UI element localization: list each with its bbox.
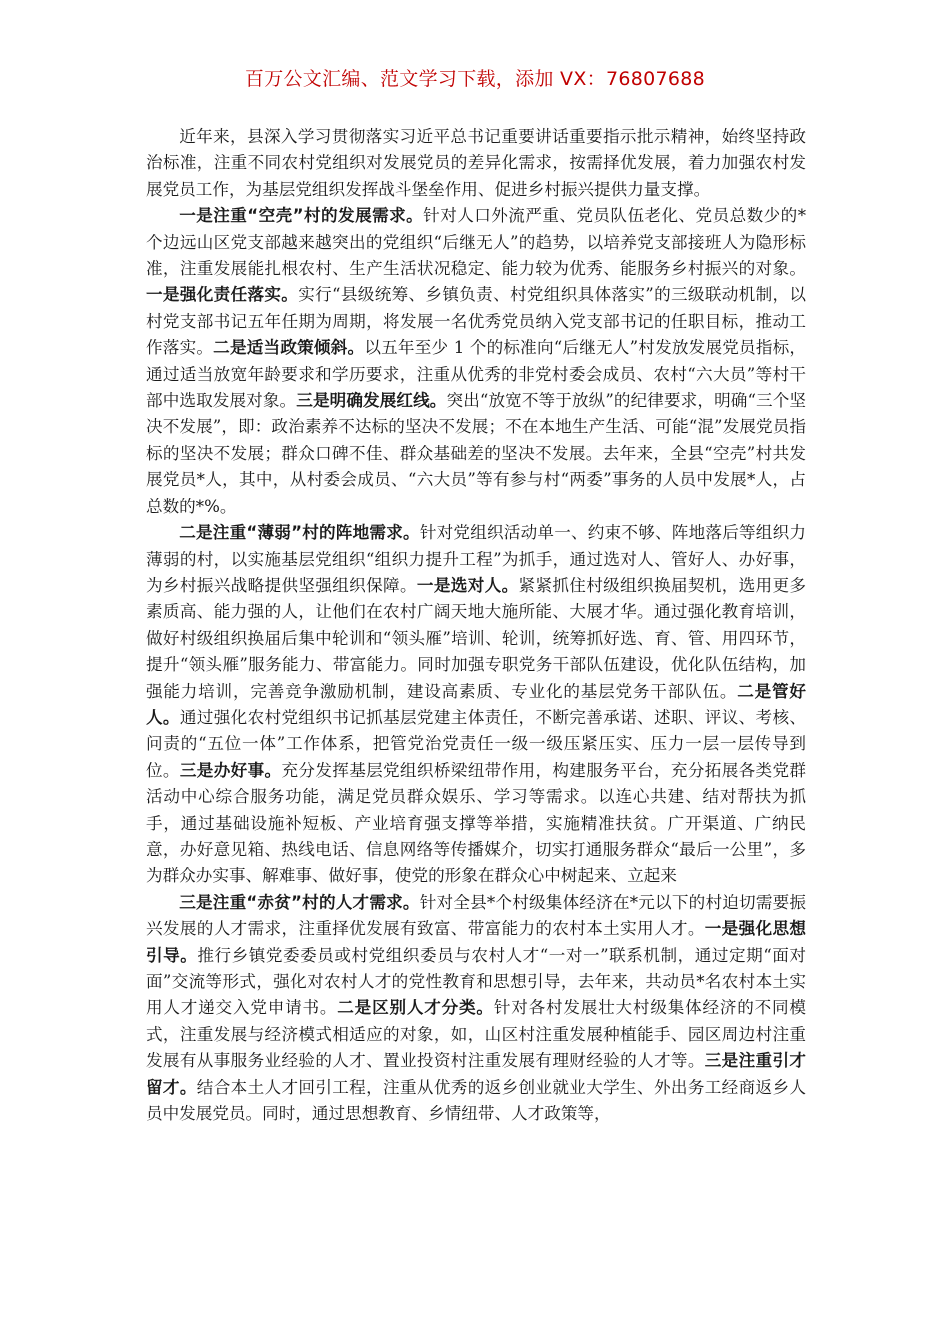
text-run: 针对党组织活动单一、约束不够、阵地落后等组织力薄弱的村，以实施基层党组织“组织力提升工程”为抓手，通过选对人、管好人、办好事，为乡村振兴战略提供坚强组织保障。	[146, 523, 807, 595]
text-run: 针对全县*个村级集体经济在*元以下的村迫切需要振兴发展的人才需求，注重择优发展有致富、带富能力的农村本土实用人才。	[146, 892, 807, 939]
text-run: 推行乡镇党委委员或村党组织委员与农村人才“一对一”联系机制，通过定期“面对面”交流等形式，强化对农村人才的党性教育和思想引导，去年来，共动员*名农村本土实用人才递交入党申请书。	[146, 945, 807, 1018]
bold-heading-run: 一是强化思想引导。	[146, 919, 807, 965]
paragraph	[146, 520, 806, 890]
paragraph	[146, 890, 806, 1128]
bold-heading-run: 三是明确发展红线。	[296, 391, 447, 411]
text-run: 充分发挥基层党组织桥梁纽带作用，构建服务平台，充分拓展各类党群活动中心综合服务功能，满足党员群众娱乐、学习等需求。以连心共建、结对帮扶为抓手，通过基础设施补短板、产业培育强支撑等举措，实施精准扶贫。广开渠道、广纳民意，办好意见箱、热线电话、信息网络等传播媒介，切实打通服务群众“最后一公里”，多为群众办实事、解难事、做好事，使党的形象在群众心中树起来、立起来	[146, 760, 807, 886]
bold-heading-run: 二是区别人才分类。	[337, 998, 494, 1018]
text-run: 近年来，县深入学习贯彻落实习近平总书记重要讲话重要指示批示精神，始终坚持政治标准，注重不同农村党组织对发展党员的差异化需求，按需择优发展，着力加强农村发展党员工作，为基层党组织发挥战斗堡垒作用、促进乡村振兴提供力量支撑。	[146, 127, 806, 199]
paragraph	[146, 203, 806, 520]
bold-heading-run: 二是适当政策倾斜。	[213, 338, 365, 358]
bold-heading-run: 一是注重“空壳”村的发展需求。	[179, 206, 424, 226]
watermark-header: 百万公文汇编、范文学习下载，添加 VX：76807688	[244, 68, 706, 90]
bold-heading-run: 三是注重引才留才。	[146, 1051, 807, 1097]
bold-heading-run: 二是注重“薄弱”村的阵地需求。	[179, 523, 420, 543]
text-run: 以五年至少 1 个的标准向“后继无人”村发放发展党员指标，通过适当放宽年龄要求和学历要求，注重从优秀的非党村委会成员、农村“六大员”等村干部中选取发展对象。	[146, 338, 807, 411]
text-run: 突出“放宽不等于放纵”的纪律要求，明确“三个坚决不发展”，即：政治素养不达标的坚决不发展；不在本地生产生活、可能“混”发展党员指标的坚决不发展；群众口碑不佳、群众基础差的坚决不发展。去年来，全县“空壳”村共发展党员*人，其中，从村委会成员、“六大员”等有参与村“两委”事务的人员中发展*人，占总数的*%。	[146, 391, 807, 516]
paragraph	[146, 124, 806, 203]
text-run: 针对各村发展壮大村级集体经济的不同模式，注重发展与经济模式相适应的对象，如，山区村注重发展种植能手、园区周边村注重发展有从事服务业经验的人才、置业投资村注重发展有理财经验的人才等。	[146, 998, 807, 1071]
text-run: 紧紧抓住村级组织换届契机，选用更多素质高、能力强的人，让他们在农村广阔天地大施所能、大展才华。通过强化教育培训，做好村级组织换届后集中轮训和“领头雁”培训、轮训，统筹抓好选、育、管、用四环节，提升“领头雁”服务能力、带富能力。同时加强专职党务干部队伍建设，优化队伍结构，加强能力培训，完善竞争激励机制，建设高素质、专业化的基层党务干部队伍。	[146, 575, 807, 701]
bold-heading-run: 一是选对人。	[416, 575, 519, 595]
bold-heading-run: 二是管好人。	[146, 681, 807, 727]
text-run: 实行“县级统筹、乡镇负责、村党组织具体落实”的三级联动机制，以村党支部书记五年任期为周期，将发展一名优秀党员纳入党支部书记的任职目标，推动工作落实。	[146, 285, 807, 358]
document-body	[146, 124, 806, 1127]
bold-heading-run: 一是强化责任落实。	[146, 285, 299, 305]
text-run: 结合本土人才回引工程，注重从优秀的返乡创业就业大学生、外出务工经商返乡人员中发展党员。同时，通过思想教育、乡情纽带、人才政策等，	[146, 1077, 806, 1124]
text-run: 针对人口外流严重、党员队伍老化、党员总数少的*个边远山区党支部越来越突出的党组织“后继无人”的趋势，以培养党支部接班人为隐形标准，注重发展能扎根农村、生产生活状况稳定、能力较为优秀、能服务乡村振兴的对象。	[146, 206, 806, 279]
bold-heading-run: 三是注重“赤贫”村的人才需求。	[179, 892, 420, 912]
text-run: 通过强化农村党组织书记抓基层党建主体责任，不断完善承诺、述职、评议、考核、问责的“五位一体”工作体系，把管党治党责任一级一级压紧压实、压力一层一层传导到位。	[146, 707, 807, 780]
bold-heading-run: 三是办好事。	[179, 760, 282, 780]
